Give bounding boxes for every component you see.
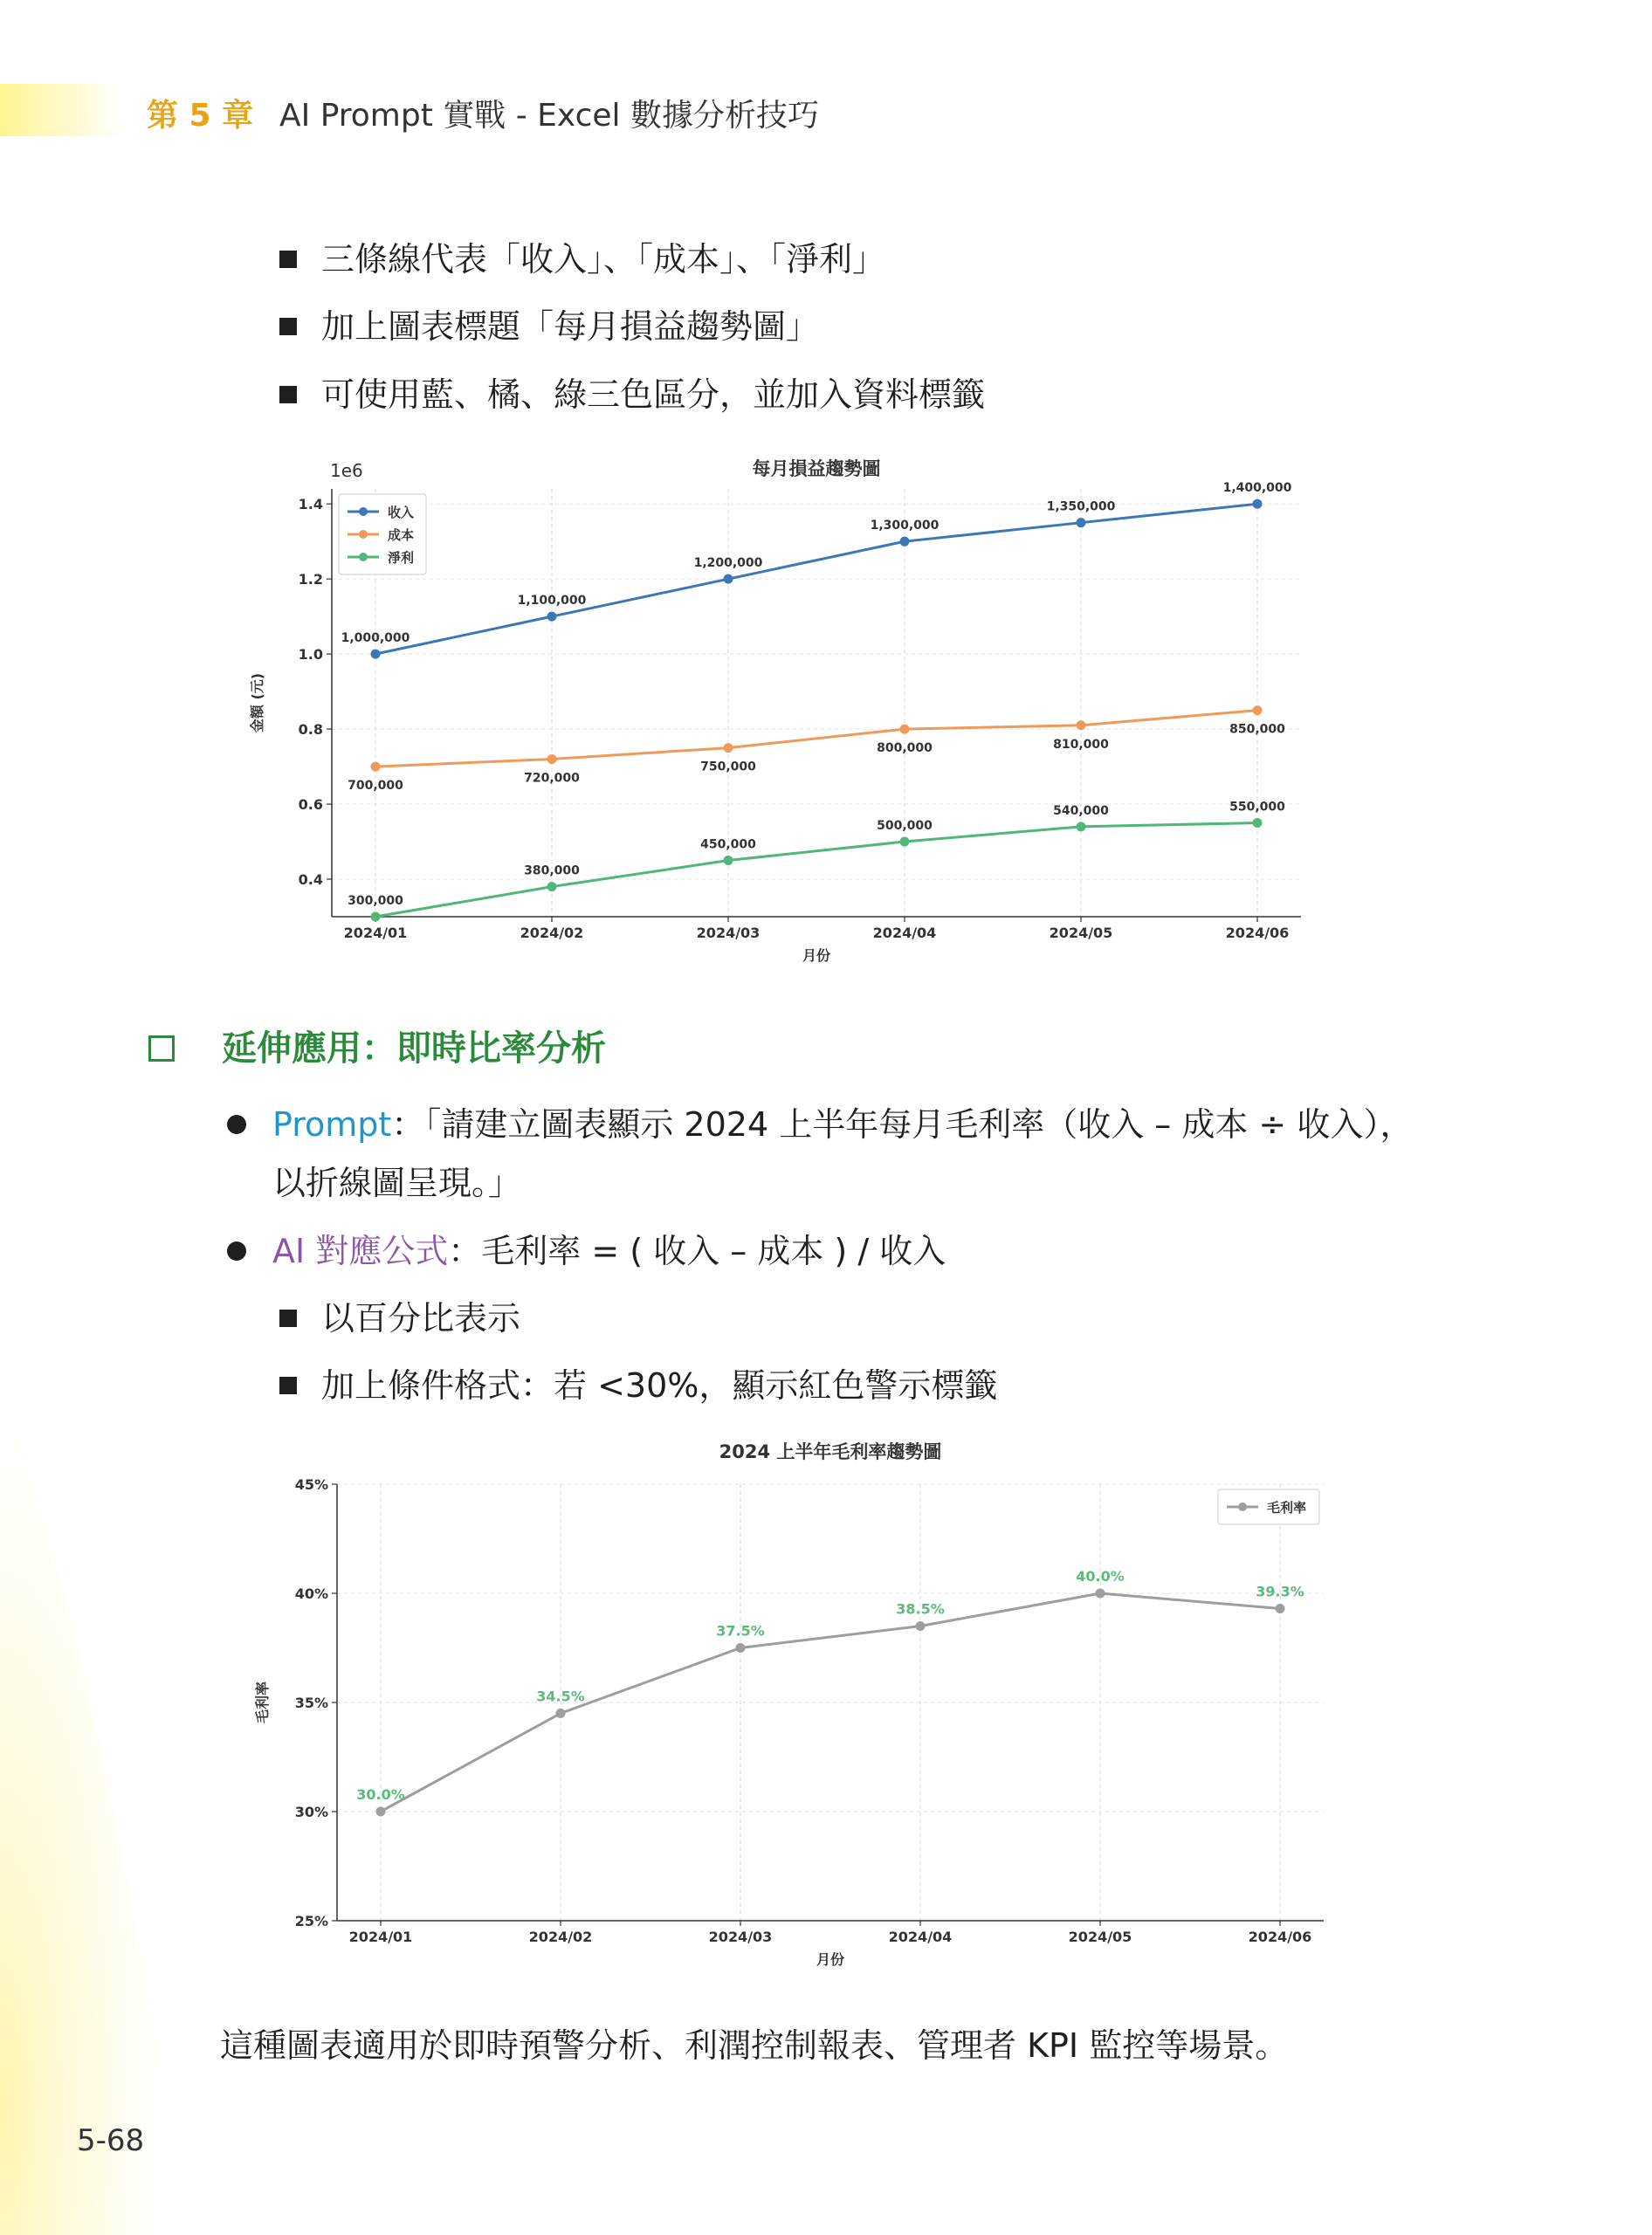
x-axis-label: 月份 xyxy=(802,947,831,964)
data-label: 810,000 xyxy=(1053,737,1109,752)
chapter-title: AI Prompt 實戰 - Excel 數據分析技巧 xyxy=(279,98,819,134)
data-point xyxy=(1077,518,1086,527)
x-tick-label: 2024/03 xyxy=(708,1929,773,1945)
legend-label: 淨利 xyxy=(388,550,415,566)
section-title: 延伸應用：即時比率分析 xyxy=(222,1028,606,1069)
legend-swatch-marker xyxy=(1238,1503,1247,1511)
data-point xyxy=(547,882,557,891)
y-tick-label: 0.8 xyxy=(298,721,323,739)
data-point xyxy=(900,537,910,547)
formula-line xyxy=(272,1229,946,1273)
y-axis-label: 金額 (元) xyxy=(249,672,265,733)
data-label: 450,000 xyxy=(700,837,756,852)
x-tick-label: 2024/02 xyxy=(520,925,584,941)
data-point xyxy=(556,1709,566,1718)
y-tick-label: 30% xyxy=(294,1804,328,1820)
data-label: 720,000 xyxy=(524,771,580,786)
x-tick-label: 2024/05 xyxy=(1049,925,1113,941)
chapter-label: 第 5 章 xyxy=(147,98,254,134)
data-label: 380,000 xyxy=(524,863,580,878)
gross-margin-trend-chart xyxy=(254,1432,1397,1982)
round-bullet-icon xyxy=(227,1115,246,1134)
legend-swatch-marker xyxy=(359,530,368,539)
square-bullet-icon xyxy=(279,318,297,335)
prompt-text-line2: 以折線圖呈現。」 xyxy=(272,1164,522,1202)
y-tick-label: 45% xyxy=(294,1476,328,1493)
x-tick-label: 2024/02 xyxy=(528,1929,593,1945)
series-line-3 xyxy=(375,823,1257,917)
data-label: 1,000,000 xyxy=(341,631,410,646)
data-label: 800,000 xyxy=(877,741,933,756)
data-point xyxy=(371,650,381,659)
profit-loss-trend-chart xyxy=(249,454,1397,978)
data-point xyxy=(916,1621,926,1631)
bullet-percentage: 以百分比表示 xyxy=(321,1299,521,1338)
data-label: 1,400,000 xyxy=(1222,481,1292,496)
x-tick-label: 2024/06 xyxy=(1248,1929,1312,1945)
data-point xyxy=(371,912,381,922)
data-point xyxy=(1276,1604,1285,1613)
data-point xyxy=(736,1643,746,1653)
legend-swatch-marker xyxy=(359,553,368,561)
data-point xyxy=(724,743,733,753)
x-tick-label: 2024/01 xyxy=(348,1929,413,1945)
data-point xyxy=(1096,1589,1105,1599)
chart-title: 2024 上半年毛利率趨勢圖 xyxy=(719,1441,942,1462)
data-label: 1,200,000 xyxy=(693,556,763,571)
data-label: 37.5% xyxy=(716,1622,765,1640)
y-tick-label: 35% xyxy=(294,1695,328,1711)
x-tick-label: 2024/04 xyxy=(872,925,937,941)
data-label: 540,000 xyxy=(1053,803,1109,818)
data-label: 40.0% xyxy=(1076,1568,1125,1585)
data-label: 30.0% xyxy=(356,1786,405,1803)
legend-swatch-marker xyxy=(359,507,368,516)
header-band xyxy=(0,84,140,136)
prompt-label: Prompt xyxy=(272,1105,392,1144)
data-label: 550,000 xyxy=(1229,800,1285,815)
y-tick-label: 0.6 xyxy=(298,796,323,814)
y-tick-label: 0.4 xyxy=(298,871,323,889)
data-point xyxy=(376,1807,386,1817)
y-tick-label: 25% xyxy=(294,1913,328,1929)
bullet-conditional-format: 加上條件格式：若 <30%，顯示紅色警示標籤 xyxy=(321,1366,998,1405)
y-tick-label: 40% xyxy=(294,1585,328,1602)
y-tick-label: 1.4 xyxy=(298,496,323,513)
page-number: 5-68 xyxy=(77,2123,145,2158)
data-point xyxy=(900,837,910,847)
data-point xyxy=(371,762,381,772)
checkbox-icon xyxy=(148,1035,175,1062)
bullet-lines-meaning: 三條線代表「收入」、「成本」、「淨利」 xyxy=(321,240,886,279)
data-point xyxy=(547,754,557,764)
closing-paragraph: 這種圖表適用於即時預警分析、利潤控制報表、管理者 KPI 監控等場景。 xyxy=(220,2026,1289,2065)
x-tick-label: 2024/05 xyxy=(1068,1929,1132,1945)
legend-label: 成本 xyxy=(388,527,415,543)
data-label: 700,000 xyxy=(348,779,403,794)
bullet-colors-labels: 可使用藍、橘、綠三色區分，並加入資料標籤 xyxy=(321,375,986,414)
prompt-text: ：「請建立圖表顯示 2024 上半年每月毛利率（收入 – 成本 ÷ 收入）， xyxy=(391,1105,1414,1144)
x-axis-label: 月份 xyxy=(816,1951,845,1968)
series-line-2 xyxy=(375,711,1257,767)
data-point xyxy=(1253,818,1263,828)
data-point xyxy=(547,612,557,622)
data-label: 750,000 xyxy=(700,760,756,774)
data-point xyxy=(1077,822,1086,831)
round-bullet-icon xyxy=(227,1241,246,1261)
data-point xyxy=(1253,499,1263,509)
data-label: 1,100,000 xyxy=(517,594,587,609)
data-point xyxy=(724,574,733,584)
data-label: 38.5% xyxy=(896,1600,945,1618)
data-label: 500,000 xyxy=(877,819,933,834)
bullet-chart-title: 加上圖表標題「每月損益趨勢圖」 xyxy=(321,307,820,346)
square-bullet-icon xyxy=(279,1310,297,1327)
chart-title: 每月損益趨勢圖 xyxy=(752,458,881,479)
data-point xyxy=(900,725,910,734)
y-tick-label: 1.0 xyxy=(298,646,323,664)
data-point xyxy=(724,856,733,865)
series-line-1 xyxy=(381,1593,1280,1812)
x-tick-label: 2024/06 xyxy=(1225,925,1290,941)
square-bullet-icon xyxy=(279,1377,297,1394)
data-label: 39.3% xyxy=(1256,1583,1304,1600)
formula-label: AI 對應公式 xyxy=(272,1232,449,1270)
x-tick-label: 2024/04 xyxy=(888,1929,953,1945)
formula-text: ：毛利率 = ( 收入 – 成本 ) / 收入 xyxy=(448,1232,946,1270)
data-label: 850,000 xyxy=(1229,722,1285,737)
square-bullet-icon xyxy=(279,386,297,403)
square-bullet-icon xyxy=(279,251,297,268)
y-axis-label: 毛利率 xyxy=(254,1681,271,1724)
corner-swoosh xyxy=(0,1397,201,2235)
y-axis-multiplier: 1e6 xyxy=(330,460,363,481)
legend-label: 毛利率 xyxy=(1267,1500,1307,1516)
legend-label: 收入 xyxy=(388,505,415,520)
data-point xyxy=(1077,720,1086,730)
data-label: 1,350,000 xyxy=(1046,499,1116,514)
data-label: 300,000 xyxy=(348,894,403,908)
y-tick-label: 1.2 xyxy=(298,571,323,588)
x-tick-label: 2024/01 xyxy=(343,925,408,941)
x-tick-label: 2024/03 xyxy=(696,925,761,941)
prompt-line xyxy=(272,1103,1413,1146)
data-label: 34.5% xyxy=(536,1688,585,1705)
data-point xyxy=(1253,705,1263,715)
data-label: 1,300,000 xyxy=(870,519,940,533)
